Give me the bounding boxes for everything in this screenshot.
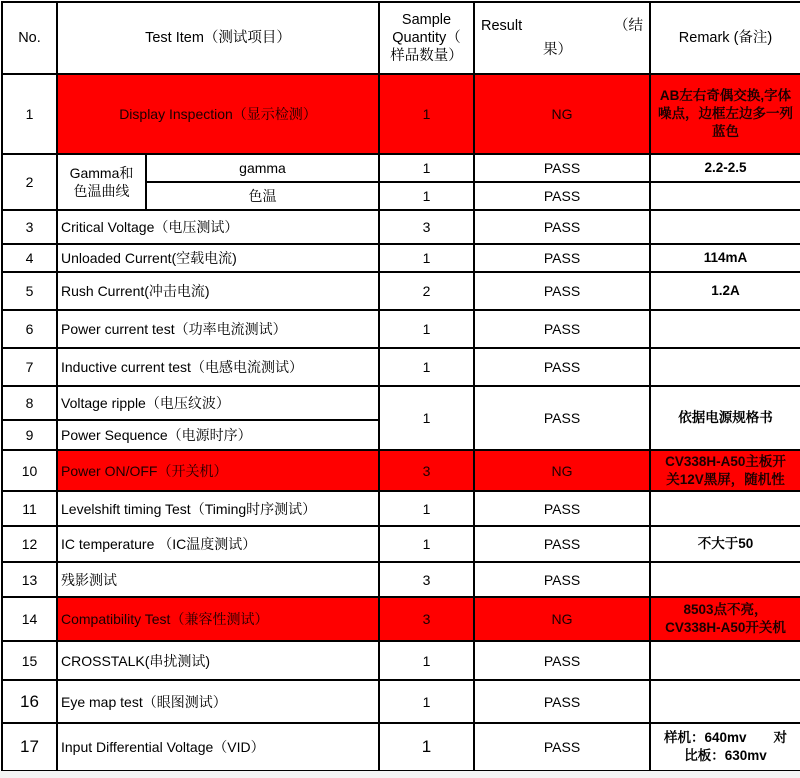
row-result-pass: PASS bbox=[474, 641, 650, 680]
row-no: 12 bbox=[2, 526, 57, 562]
remark-line: 比板：630mv bbox=[684, 748, 767, 763]
row-result-pass: PASS bbox=[474, 723, 650, 771]
row-result-pass: PASS bbox=[474, 182, 650, 210]
row-no: 6 bbox=[2, 310, 57, 348]
table-row bbox=[2, 210, 800, 244]
header-no: No. bbox=[2, 2, 57, 74]
row-item: Display Inspection（显示检测） bbox=[57, 74, 379, 154]
row-result-pass: PASS bbox=[474, 526, 650, 562]
row-subitem: 色温 bbox=[146, 182, 379, 210]
table-row bbox=[2, 597, 800, 641]
header-sample-quantity-line-3: 样品数量） bbox=[390, 48, 463, 64]
item-group-line: Gamma和 bbox=[69, 165, 134, 181]
row-remark bbox=[650, 182, 800, 210]
remark-line: 样机：640mv 对 bbox=[663, 730, 788, 745]
table-row bbox=[2, 386, 800, 420]
row-result-pass: PASS bbox=[474, 210, 650, 244]
table-row bbox=[2, 272, 800, 310]
row-no: 13 bbox=[2, 562, 57, 597]
row-remark bbox=[650, 491, 800, 526]
header-remark: Remark (备注) bbox=[650, 2, 800, 74]
table-row bbox=[2, 680, 800, 723]
row-qty: 1 bbox=[379, 348, 474, 386]
remark-line: CV338H-A50开关机 bbox=[665, 620, 786, 635]
table-row bbox=[2, 348, 800, 386]
row-no: 17 bbox=[2, 723, 57, 771]
row-result-pass: PASS bbox=[474, 348, 650, 386]
row-item: Rush Current(冲击电流) bbox=[57, 272, 379, 310]
row-qty: 3 bbox=[379, 210, 474, 244]
table-row bbox=[2, 244, 800, 272]
row-item: Input Differential Voltage（VID） bbox=[57, 723, 379, 771]
row-result-pass: PASS bbox=[474, 272, 650, 310]
row-no: 14 bbox=[2, 597, 57, 641]
table-row bbox=[2, 450, 800, 491]
row-no: 9 bbox=[2, 420, 57, 450]
row-qty: 2 bbox=[379, 272, 474, 310]
row-item: Inductive current test（电感电流测试） bbox=[57, 348, 379, 386]
row-no: 15 bbox=[2, 641, 57, 680]
header-result-cn-1: （结 bbox=[614, 18, 644, 34]
row-no: 5 bbox=[2, 272, 57, 310]
table-row bbox=[2, 526, 800, 562]
row-qty: 3 bbox=[379, 450, 474, 491]
header-result-cn-2: 果） bbox=[543, 42, 573, 58]
row-qty: 1 bbox=[379, 244, 474, 272]
row-result-pass: PASS bbox=[474, 310, 650, 348]
row-remark: 依据电源规格书 bbox=[650, 386, 800, 450]
row-result-pass: PASS bbox=[474, 386, 650, 450]
item-group-line: 色温曲线 bbox=[73, 183, 130, 199]
header-sample-quantity bbox=[379, 2, 474, 74]
row-item: Power current test（功率电流测试） bbox=[57, 310, 379, 348]
row-remark bbox=[650, 680, 800, 723]
row-remark: 114mA bbox=[650, 244, 800, 272]
row-remark bbox=[650, 74, 800, 154]
row-qty: 3 bbox=[379, 597, 474, 641]
row-qty: 1 bbox=[379, 680, 474, 723]
row-no: 3 bbox=[2, 210, 57, 244]
row-qty: 1 bbox=[379, 182, 474, 210]
row-no: 16 bbox=[2, 680, 57, 723]
test-results-table bbox=[1, 1, 800, 772]
remark-line: AB左右奇偶交换,字体 bbox=[659, 88, 792, 103]
row-qty: 1 bbox=[379, 491, 474, 526]
row-no: 10 bbox=[2, 450, 57, 491]
row-qty: 1 bbox=[379, 641, 474, 680]
row-item: Power ON/OFF（开关机） bbox=[57, 450, 379, 491]
row-subitem: gamma bbox=[146, 154, 379, 182]
row-item: Eye map test（眼图测试） bbox=[57, 680, 379, 723]
row-item-group bbox=[57, 154, 146, 210]
header-result bbox=[474, 2, 650, 74]
row-remark bbox=[650, 348, 800, 386]
row-qty: 1 bbox=[379, 74, 474, 154]
row-result-pass: PASS bbox=[474, 562, 650, 597]
row-qty: 1 bbox=[379, 386, 474, 450]
row-item: Levelshift timing Test（Timing时序测试） bbox=[57, 491, 379, 526]
row-no: 8 bbox=[2, 386, 57, 420]
row-result-ng: NG bbox=[474, 74, 650, 154]
remark-line: 8503点不亮， bbox=[683, 602, 768, 617]
table-row bbox=[2, 641, 800, 680]
row-qty: 3 bbox=[379, 562, 474, 597]
row-item: 残影测试 bbox=[57, 562, 379, 597]
row-qty: 1 bbox=[379, 526, 474, 562]
row-remark bbox=[650, 450, 800, 491]
row-remark bbox=[650, 597, 800, 641]
table-row bbox=[2, 491, 800, 526]
remark-line: 噪点，边框左边多一列 bbox=[658, 106, 794, 121]
row-result-pass: PASS bbox=[474, 244, 650, 272]
row-result-pass: PASS bbox=[474, 491, 650, 526]
header-test-item: Test Item（测试项目） bbox=[57, 2, 379, 74]
row-qty: 1 bbox=[379, 723, 474, 771]
row-remark bbox=[650, 641, 800, 680]
row-no: 7 bbox=[2, 348, 57, 386]
row-result-ng: NG bbox=[474, 450, 650, 491]
header-sample-quantity-line-1: Sample bbox=[401, 12, 452, 28]
table-row bbox=[2, 723, 800, 771]
row-result-pass: PASS bbox=[474, 154, 650, 182]
row-remark: 不大于50 bbox=[650, 526, 800, 562]
row-item: Unloaded Current(空载电流) bbox=[57, 244, 379, 272]
row-no: 4 bbox=[2, 244, 57, 272]
table-row bbox=[2, 74, 800, 154]
row-result-ng: NG bbox=[474, 597, 650, 641]
row-remark: 2.2-2.5 bbox=[650, 154, 800, 182]
row-remark: 1.2A bbox=[650, 272, 800, 310]
row-result-pass: PASS bbox=[474, 680, 650, 723]
row-no: 11 bbox=[2, 491, 57, 526]
table-row bbox=[2, 154, 800, 182]
row-remark bbox=[650, 210, 800, 244]
row-item: Compatibility Test（兼容性测试） bbox=[57, 597, 379, 641]
header-row bbox=[2, 2, 800, 74]
remark-line: CV338H-A50主板开 bbox=[665, 453, 786, 469]
row-qty: 1 bbox=[379, 154, 474, 182]
row-item: Power Sequence（电源时序） bbox=[57, 420, 379, 450]
row-remark bbox=[650, 723, 800, 771]
row-qty: 1 bbox=[379, 310, 474, 348]
row-item: Voltage ripple（电压纹波） bbox=[57, 386, 379, 420]
page-bottom-margin bbox=[0, 771, 800, 778]
header-sample-quantity-line-2: Quantity（ bbox=[392, 30, 461, 46]
row-remark bbox=[650, 562, 800, 597]
row-item: CROSSTALK(串扰测试) bbox=[57, 641, 379, 680]
row-item: Critical Voltage（电压测试） bbox=[57, 210, 379, 244]
row-item: IC temperature （IC温度测试） bbox=[57, 526, 379, 562]
remark-line: 关12V黑屏，随机性 bbox=[666, 471, 785, 487]
row-remark bbox=[650, 310, 800, 348]
row-no: 2 bbox=[2, 154, 57, 210]
table-row bbox=[2, 562, 800, 597]
row-no: 1 bbox=[2, 74, 57, 154]
header-result-en: Result bbox=[481, 18, 523, 34]
table-row bbox=[2, 310, 800, 348]
remark-line: 蓝色 bbox=[712, 124, 740, 139]
